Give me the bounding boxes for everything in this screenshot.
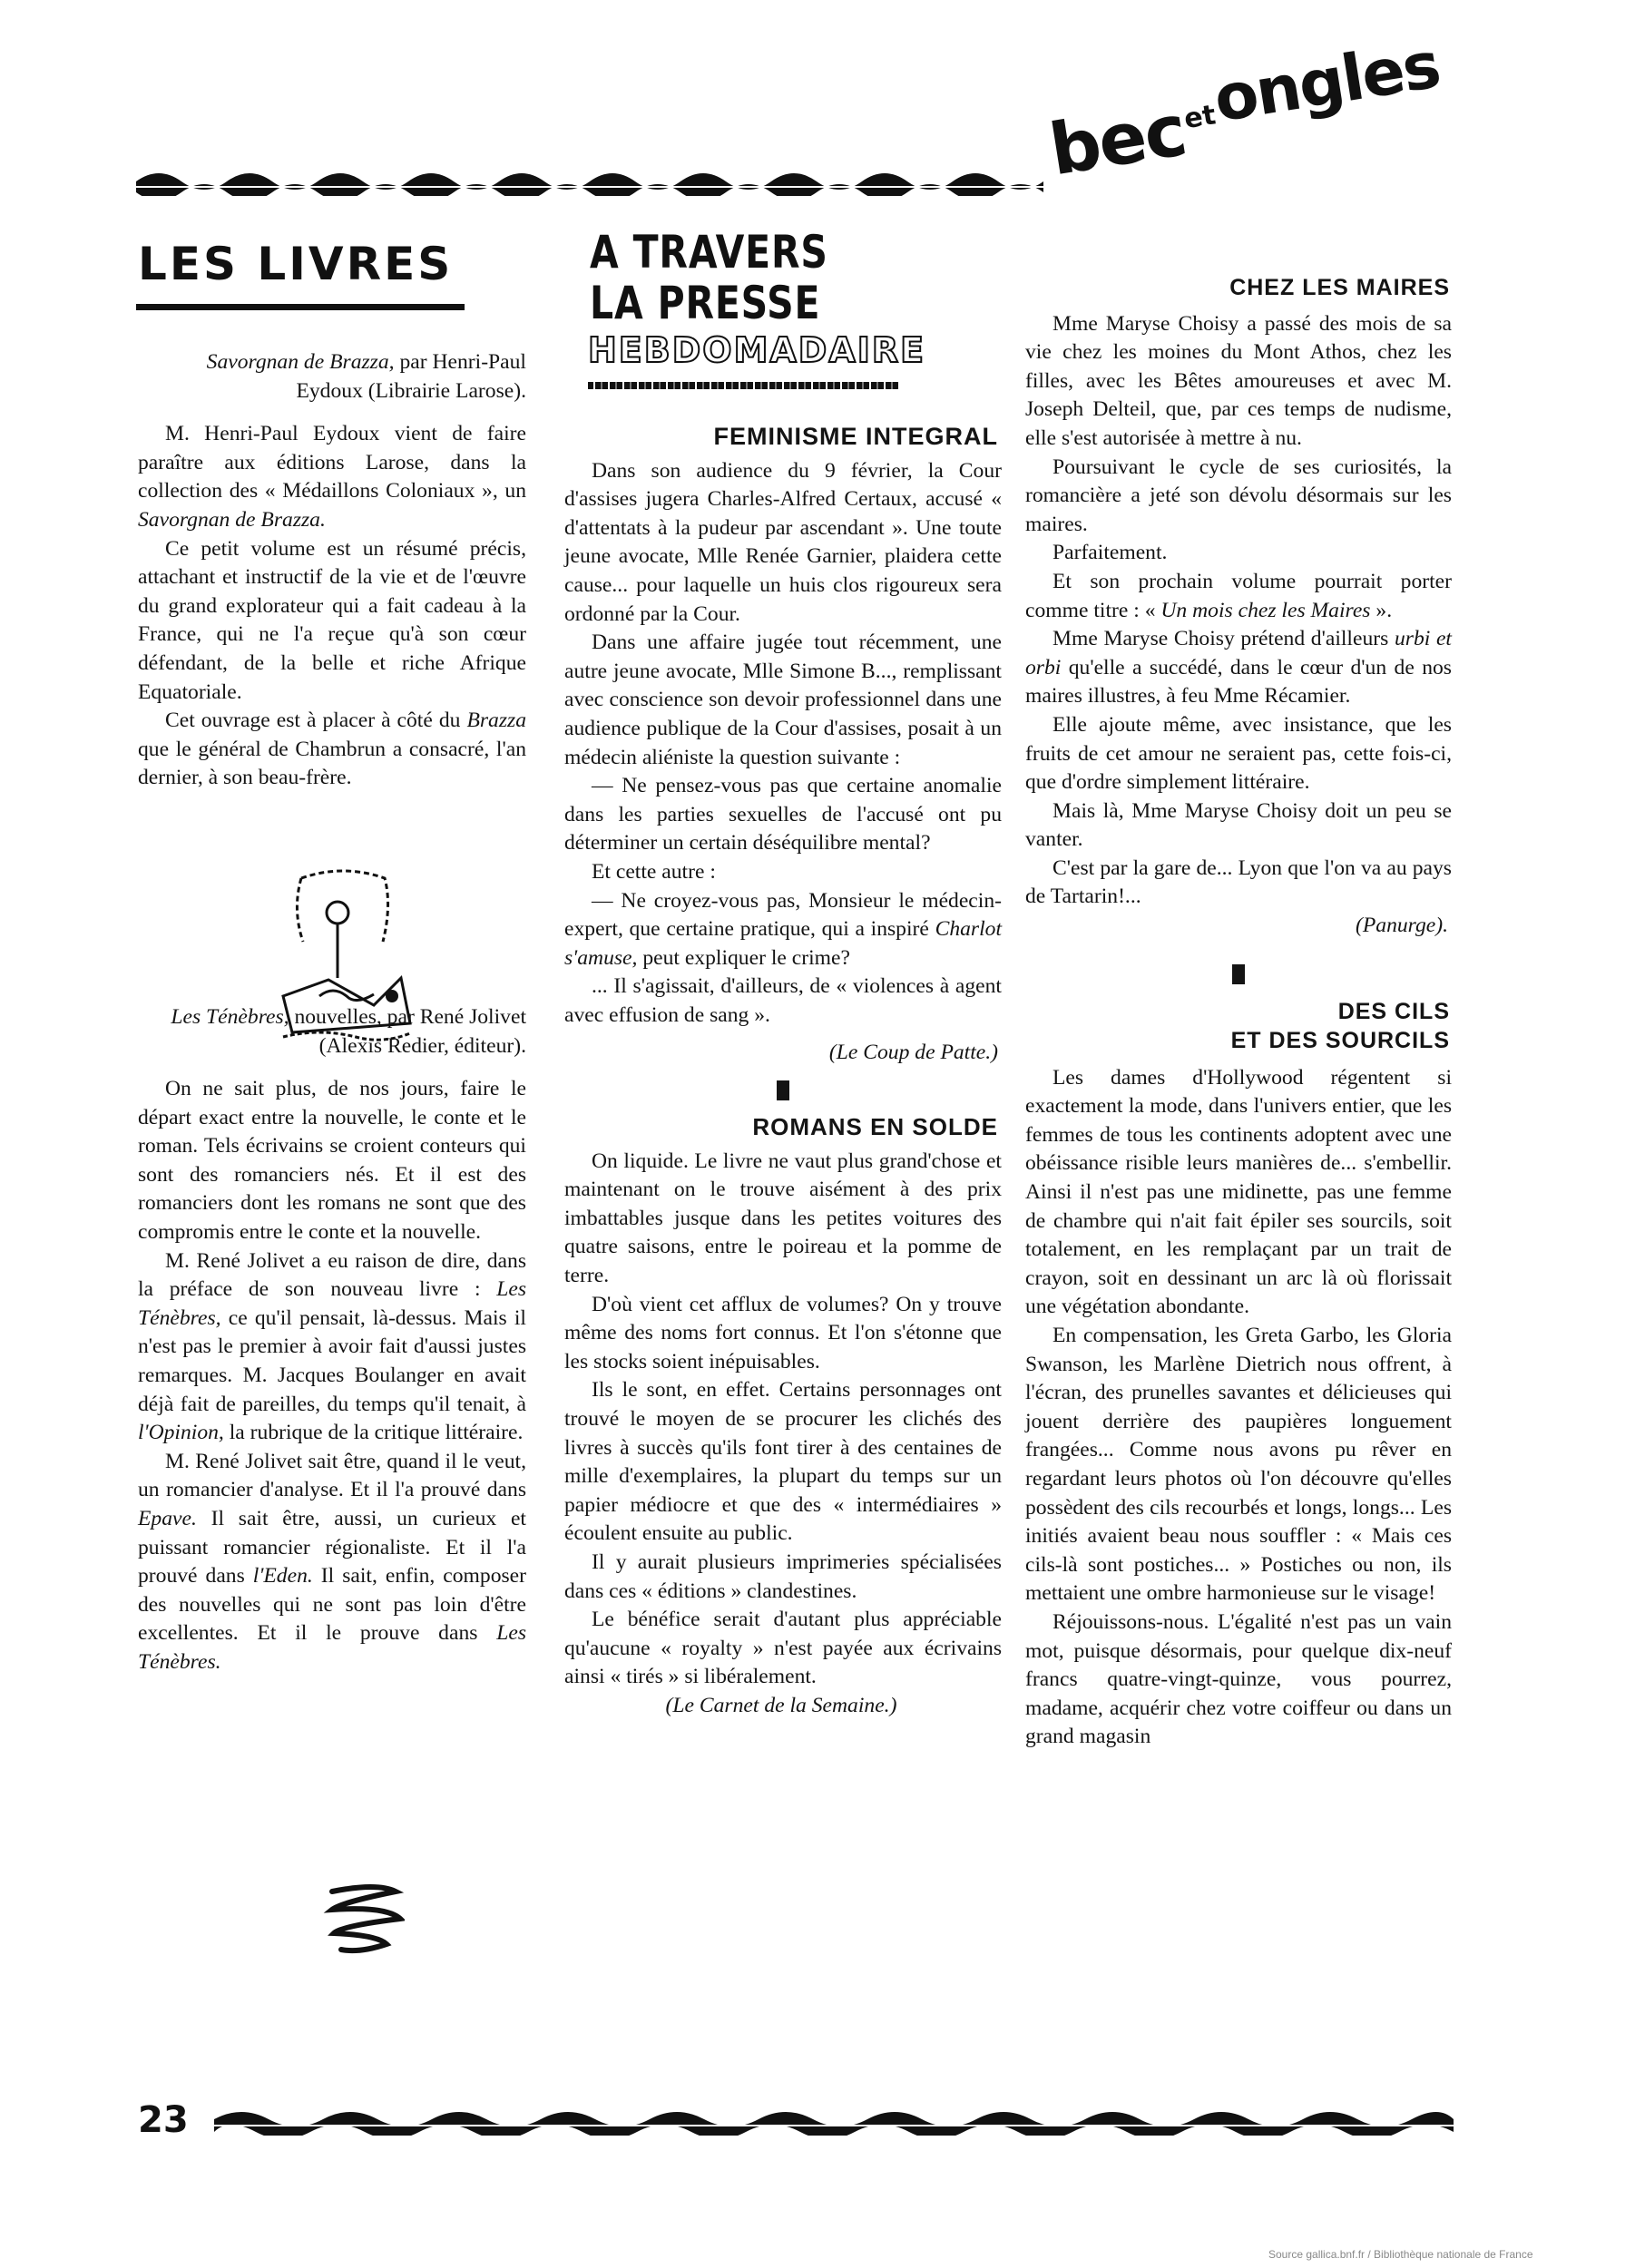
review2-para2: M. René Jolivet a eu raison de dire, dans la préface de son nouveau livre : Les Ténèbres, ce qu'il pensait, là-dessus. Mais il n'est pas le premier à avoir fait d'aussi justes remarques. M. Jacques Boulanger en avait déjà fait de pareilles, du temps qu'il tenait, à l'Opinion, la rubrique de la critique littéraire. [138, 1248, 526, 1445]
section-bullet [1232, 964, 1245, 984]
les-livres-title: LES LIVRES [138, 238, 454, 290]
feminisme-para6: ... Il s'agissait, d'ailleurs, de « violences à agent avec effusion de sang ». [564, 974, 1002, 1027]
logo-bec: bec [1043, 90, 1191, 192]
section-romans-title: ROMANS EN SOLDE [752, 1113, 998, 1141]
section-chez-les-maires-title: CHEZ LES MAIRES [1229, 275, 1450, 300]
section-feminisme-title: FEMINISME INTEGRAL [713, 423, 998, 450]
book2-heading: Les Ténèbres, nouvelles, par René Jolivet (Alexis Redier, éditeur). [171, 1004, 526, 1058]
section-cils-title [1025, 997, 1452, 1055]
book1-heading: Savorgnan de Brazza, par Henri-Paul Eydoux (Librairie Larose). [206, 350, 526, 403]
maires-para6: Elle ajoute même, avec insistance, que les fruits de cet amour ne seraient pas, cette fois-ci, que d'ordre simplement littéraire. [1025, 712, 1452, 795]
les-livres-underline [136, 304, 465, 310]
feminisme-para4: Et cette autre : [592, 859, 716, 884]
review1-para1: M. Henri-Paul Eydoux vient de faire paraître aux éditions Larose, dans la collection des « Médaillons Coloniaux », un Savorgnan de Brazza. [138, 422, 526, 532]
cils-title-line2: ET DES SOURCILS [1230, 1027, 1450, 1053]
review1-para3: Cet ouvrage est à placer à côté du Brazza que le général de Chambrun a consacré, l'an dernier, à son beau-frère. [138, 709, 526, 790]
logo-et: et [1181, 99, 1219, 136]
reading-illustration [265, 869, 421, 1051]
maires-para3: Parfaitement. [1052, 541, 1168, 565]
cils-para3: Réjouissons-nous. L'égalité n'est pas un vain mot, puisque désormais, pour quelque dix-neuf francs quatre-vingt-quinze, vous pourrez, madame, acquérir chez votre coiffeur ou dans un grand magasin [1025, 1609, 1452, 1749]
maires-para8: C'est par la gare de... Lyon que l'on va au pays de Tartarin!... [1025, 855, 1452, 909]
romans-para5: Le bénéfice serait d'autant plus appréciable qu'aucune « royalty » n'est payée aux écrivains ainsi « tirés » si libéralement. [564, 1608, 1002, 1689]
maires-source: (Panurge). [1356, 914, 1448, 938]
romans-para4: Il y aurait plusieurs imprimeries spécialisées dans ces « éditions » clandestines. [564, 1549, 1002, 1603]
title-line-1: A TRAVERS [590, 226, 828, 279]
review2-para3: M. René Jolivet sait être, quand il le veut, un romancier d'analyse. Et il l'a prouvé dans Epave. Il sait être, aussi, un curieux et puissant romancier régionaliste. Et il l'a prouvé dans l'Eden. Il sait, enfin, composer des nouvelles qui ne sont pas loin d'être excellentes. Et il le prouve dans Les Ténèbres. [138, 1449, 526, 1674]
romans-para3: Ils le sont, en effet. Certains personnages ont trouvé le moyen de se procurer les clichés des livres à succès qu'ils font tirer à des centaines de mille d'exemplaires, la plupart du temps sur un papier médiocre et que des « intermédiaires » écoulent ensuite au public. [564, 1378, 1002, 1546]
feminisme-source: (Le Coup de Patte.) [828, 1041, 998, 1065]
section-bullet [777, 1080, 789, 1100]
page-number: 23 [138, 2099, 189, 2141]
hebdomadaire-title: HEBDOMADAIRE [588, 330, 926, 370]
a-travers-la-presse-title [590, 227, 828, 328]
maires-para2: Poursuivant le cycle de ses curiosités, la romancière a jeté son dévolu désormais sur les maires. [1025, 455, 1452, 536]
romans-source: (Le Carnet de la Semaine.) [665, 1693, 897, 1717]
feminisme-para3: — Ne pensez-vous pas que certaine anomalie dans les parties sexuelles de l'accusé ont pu déterminer un certain déséquilibre mental? [564, 774, 1002, 855]
review2-para1: On ne sait plus, de nos jours, faire le départ exact entre la nouvelle, le conte et le roman. Tels écrivains se croient conteurs qui sont des romanciers nés. Et il est des romanciers dont les romans ne sont que des compromis entre le conte et la nouvelle. [138, 1077, 526, 1245]
cils-title-line1: DES CILS [1337, 998, 1450, 1024]
column-bec-et-ongles [1025, 274, 1452, 1752]
maires-para5: Mme Maryse Choisy prétend d'ailleurs urbi et orbi qu'elle a succédé, dans le cœur d'un de nos maires illustres, à feu Mme Récamier. [1025, 627, 1452, 709]
top-wavy-rule [136, 163, 1043, 196]
feminisme-para2: Dans une affaire jugée tout récemment, une autre jeune avocate, Mlle Simone B..., remplissant avec conscience son devoir professionnel dans une audience publique de la Cour d'assises, posait à un médecin aliéniste la question suivante : [564, 631, 1002, 769]
feminisme-para1: Dans son audience du 9 février, la Cour d'assises jugera Charles-Alfred Certaux, accusé « d'attentats à la pudeur par ascendant ». Une toute jeune avocate, Mlle Renée Garnier, plaidera cette cause... pour laquelle un huis clos rigoureux sera ordonné par la Cour. [564, 458, 1002, 626]
cils-para2: En compensation, les Greta Garbo, les Gloria Swanson, les Marlène Dietrich nous offrent, à l'écran, des prunelles savantes et délicieuses qui jouent derrière des paupières longuement frangées... Comme nous avons pu rêver en regardant leurs photos où l'on découvre qu'elles possèdent des cils recourbés et longs, longs... Les initiés avaient beau nous souffler : « Mais ces cils-là sont postiches... » Postiches ou non, ils mettaient une ombre harmonieuse sur le visage! [1025, 1324, 1452, 1606]
romans-para1: On liquide. Le livre ne vaut plus grand'chose et maintenant on le trouve aisément à des prix imbattables jusque dans les petites voitures des quatre saisons, entre le poireau et la pomme de terre. [564, 1149, 1002, 1288]
column-presse [564, 423, 1002, 1721]
review1-para2: Ce petit volume est un résumé précis, attachant et instructif de la vie et de l'œuvre du grand explorateur qui a fait cadeau à la France, qui ne l'a reçue qu'à son cœur défendant, de la belle et riche Afrique Equatoriale. [138, 536, 526, 704]
squiggle-ornament [323, 1882, 405, 1955]
bottom-wavy-rule [214, 2103, 1454, 2136]
maires-para7: Mais là, Mme Maryse Choisy doit un peu se vanter. [1025, 798, 1452, 852]
logo-ongles: ongles [1209, 27, 1444, 137]
source-footer: Source gallica.bnf.fr / Bibliothèque nationale de France [1268, 2248, 1533, 2261]
title-line-2: LA PRESSE [590, 277, 821, 329]
bec-et-ongles-logo [1043, 27, 1449, 192]
presse-title-rule [588, 382, 898, 389]
romans-para2: D'où vient cet afflux de volumes? On y trouve même des noms fort connus. Et l'on s'étonne que les stocks soient inépuisables. [564, 1292, 1002, 1374]
maires-para1: Mme Maryse Choisy a passé des mois de sa vie chez les moines du Mont Athos, chez les filles, avec les Bêtes amoureuses et avec M. Joseph Delteil, que, par ces temps de nudisme, elle s'est autorisée à mettre à nu. [1025, 311, 1452, 450]
feminisme-para5: — Ne croyez-vous pas, Monsieur le médecin-expert, que certaine pratique, qui a inspiré Charlot s'amuse, peut expliquer le crime? [564, 888, 1002, 970]
cils-para1: Les dames d'Hollywood régentent si exactement la mode, dans l'univers entier, que les femmes de tous les continents adoptent avec une obéissance risible leurs manières de... s'embellir. Ainsi il n'est pas une midinette, pas une femme de chambre qui n'ait fait épiler ses sourcils, soit totalement, en les remplaçant par un trait de crayon, soit en dessinant un arc là où florissait une végétation abondante. [1025, 1065, 1452, 1319]
maires-para4: Et son prochain volume pourrait porter comme titre : « Un mois chez les Maires ». [1025, 569, 1452, 622]
